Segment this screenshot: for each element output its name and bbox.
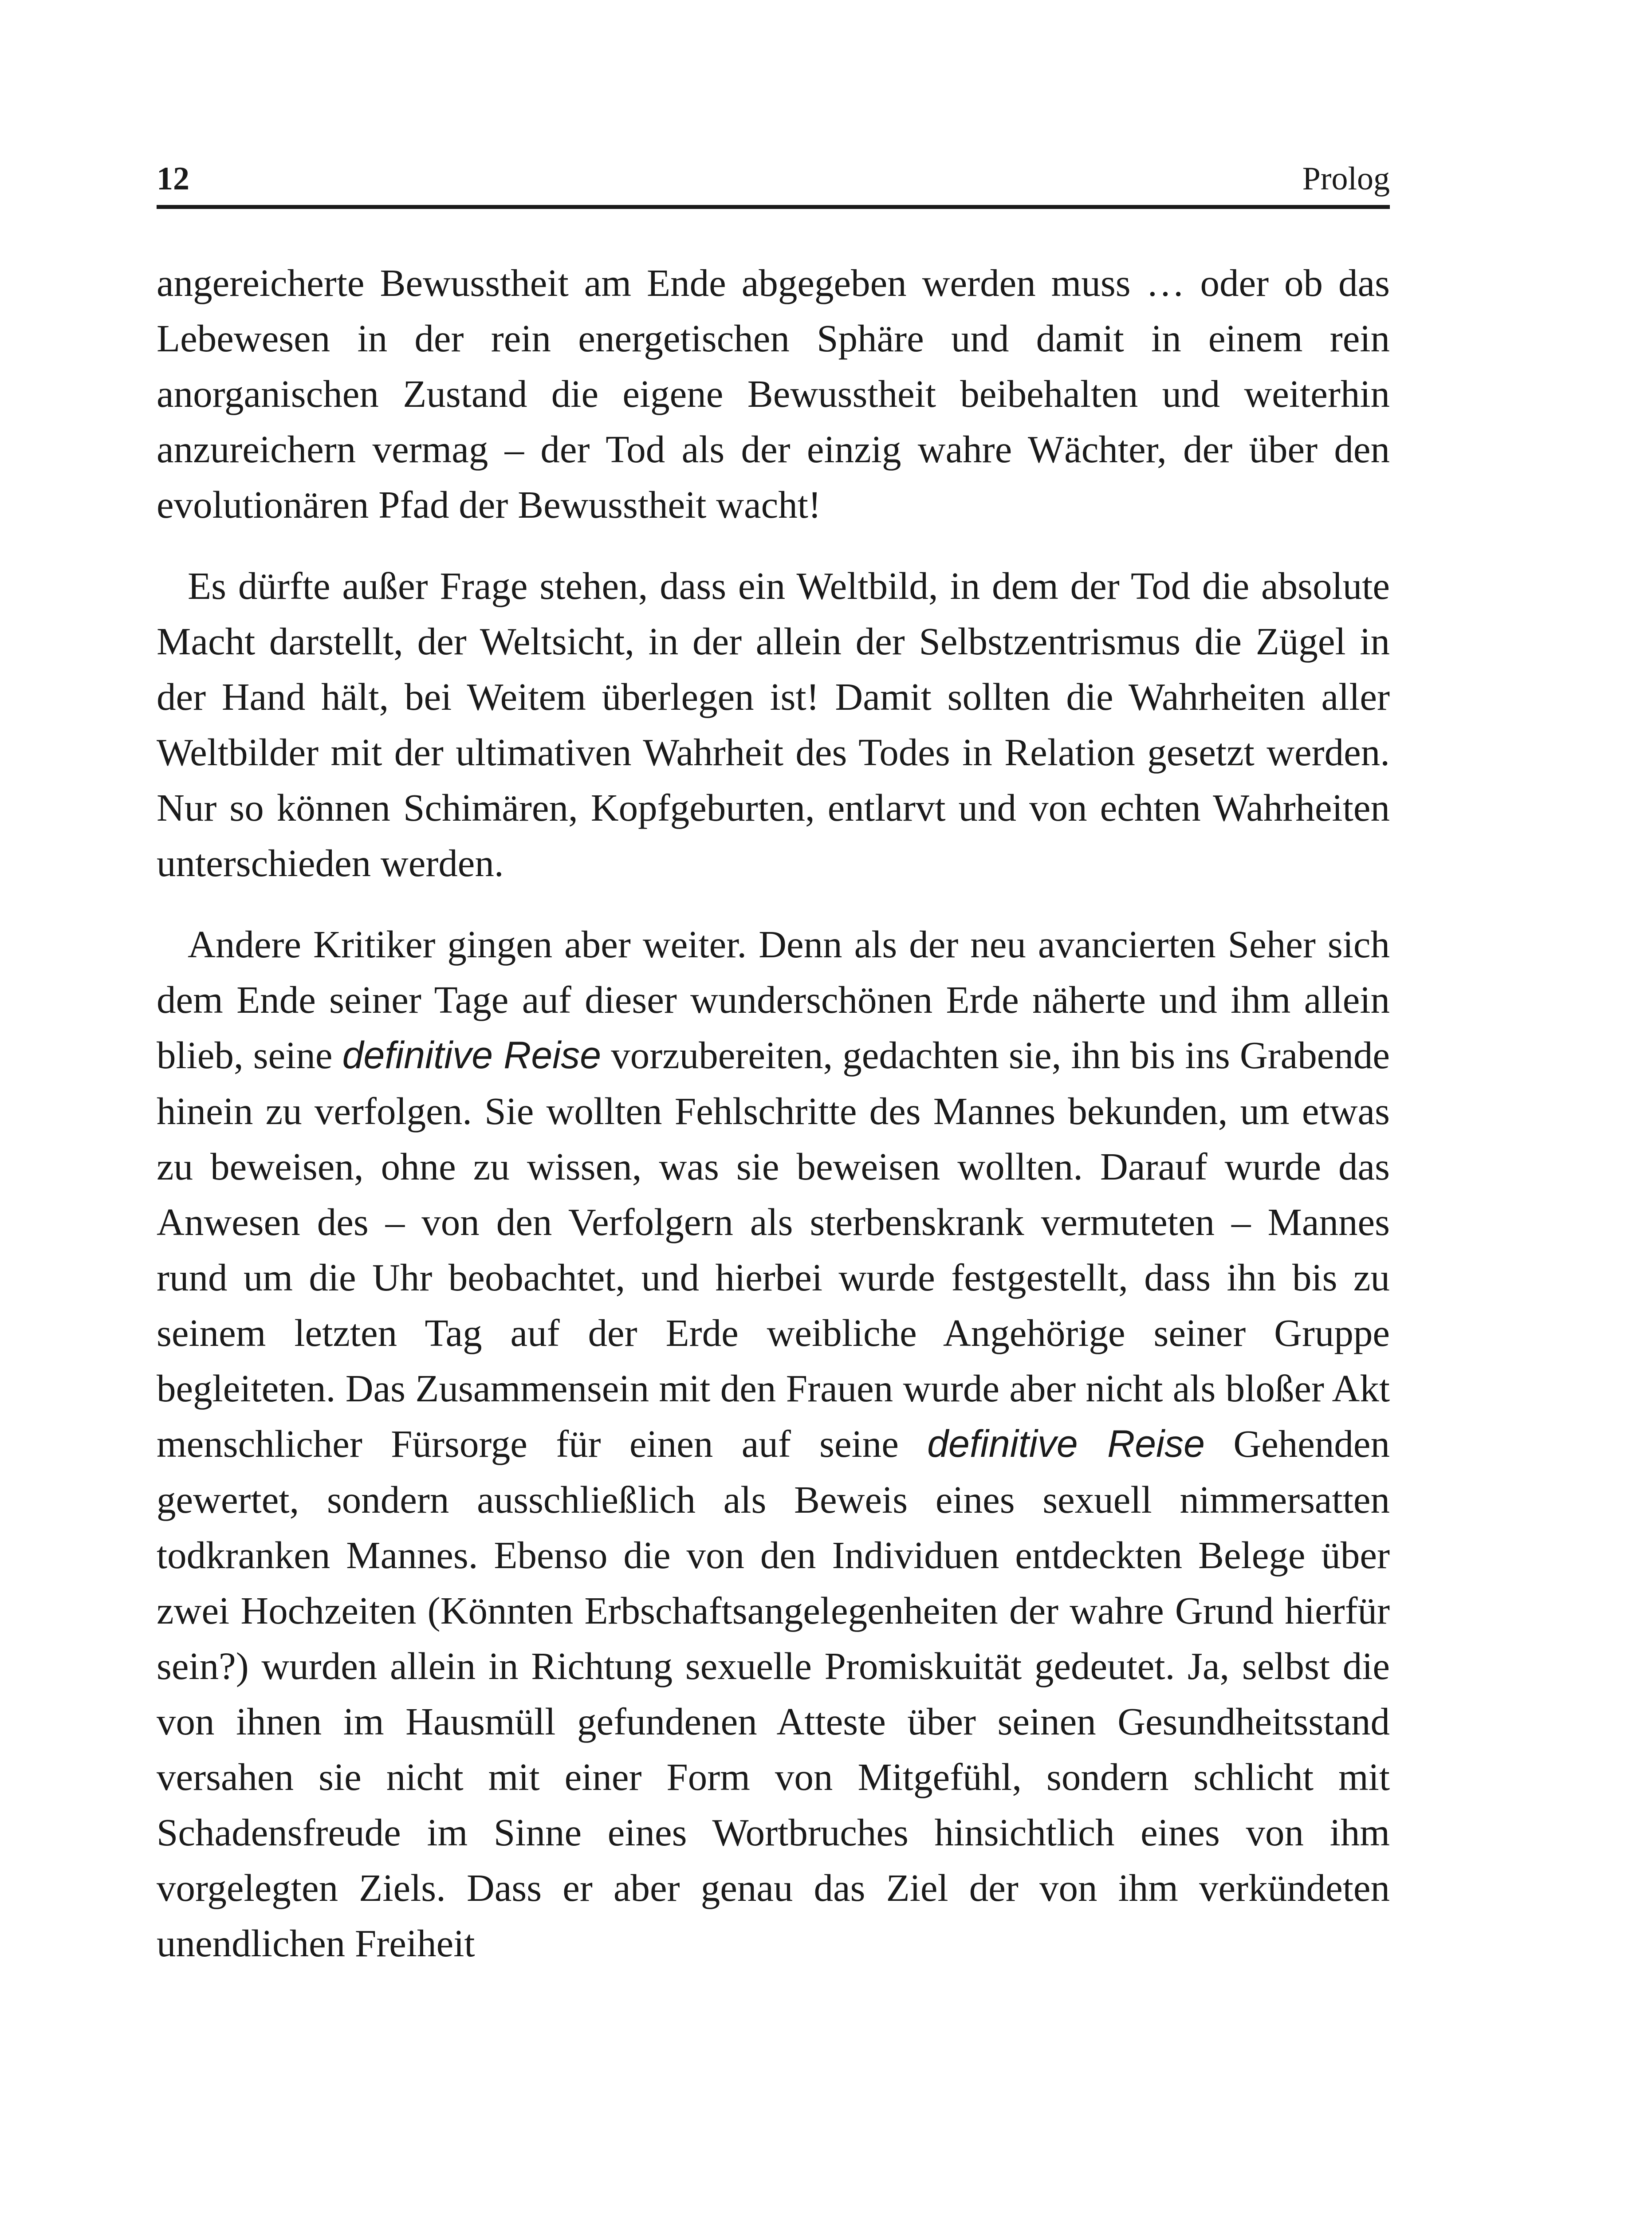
page-number: 12 bbox=[157, 161, 189, 197]
paragraph-3-text-b: vorzubereiten, gedachten sie, ihn bis ins Grabende hinein zu verfolgen. Sie wollten Fehlschritte des Mannes bekunden, um etwas zu beweisen, ohne zu wissen, was sie beweisen wollten. Darauf wurde das Anwesen des – von den Verfolgern als sterbenskrank vermuteten – Mannes rund um die Uhr beobachtet, und hierbei wurde festgestellt, dass ihn bis zu seinem letzten Tag auf der Erde weibliche Angehörige seiner Gruppe begleiteten. Das Zusammensein mit den Frauen wurde aber nicht als bloßer Akt menschlicher Fürsorge für einen auf seine bbox=[157, 1034, 1390, 1465]
emphasis-definitive-reise: definitive Reise bbox=[342, 1034, 602, 1077]
paragraph-2: Es dürfte außer Frage stehen, dass ein Weltbild, in dem der Tod die absolute Macht darstellt, der Weltsicht, in der allein der Selbstzentrismus die Zügel in der Hand hält, bei Weitem überlegen ist! Damit sollten die Wahrheiten aller Weltbilder mit der ultimativen Wahrheit des Todes in Relation gesetzt werden. Nur so können Schimären, Kopfgeburten, entlarvt und von echten Wahrheiten unterschieden werden. bbox=[157, 564, 1390, 885]
emphasis-definitive-reise: definitive Reise bbox=[927, 1423, 1205, 1465]
paragraph-1: angereicherte Bewusstheit am Ende abgegeben werden muss … oder ob das Lebewesen in der rein energetischen Sphäre und damit in einem rein anorganischen Zustand die eigene Bewusstheit beibehalten und weiterhin anzureichern vermag – der Tod als der einzig wahre Wächter, der über den evolutionären Pfad der Bewusstheit wacht! bbox=[157, 261, 1390, 526]
body-text bbox=[157, 255, 1390, 1971]
paragraph-3-text-c: Gehenden gewertet, sondern ausschließlich als Beweis eines sexuell nimmersatten todkranken Mannes. Ebenso die von den Individuen entdeckten Belege über zwei Hochzeiten (Könnten Erbschaftsangelegenheiten der wahre Grund hierfür sein?) wurden allein in Richtung sexuelle Promiskuität gedeutet. Ja, selbst die von ihnen im Hausmüll gefundenen Atteste über seinen Gesundheitsstand versahen sie nicht mit einer Form von Mitgefühl, sondern schlicht mit Schadensfreude im Sinne eines Wortbruches hinsichtlich eines von ihm vorgelegten Ziels. Dass er aber genau das Ziel der von ihm verkündeten unendlichen Freiheit bbox=[157, 1422, 1390, 1965]
chapter-title: Prolog bbox=[1302, 161, 1390, 197]
book-page bbox=[157, 151, 1390, 1971]
paragraph-3-text-a: Andere Kritiker gingen aber weiter. Denn als der neu avancierten Seher sich dem Ende seiner Tage auf dieser wunderschönen Erde näherte und ihm allein blieb, seine bbox=[157, 923, 1390, 1077]
running-header bbox=[157, 151, 1390, 209]
paragraph-3 bbox=[157, 916, 1390, 1971]
